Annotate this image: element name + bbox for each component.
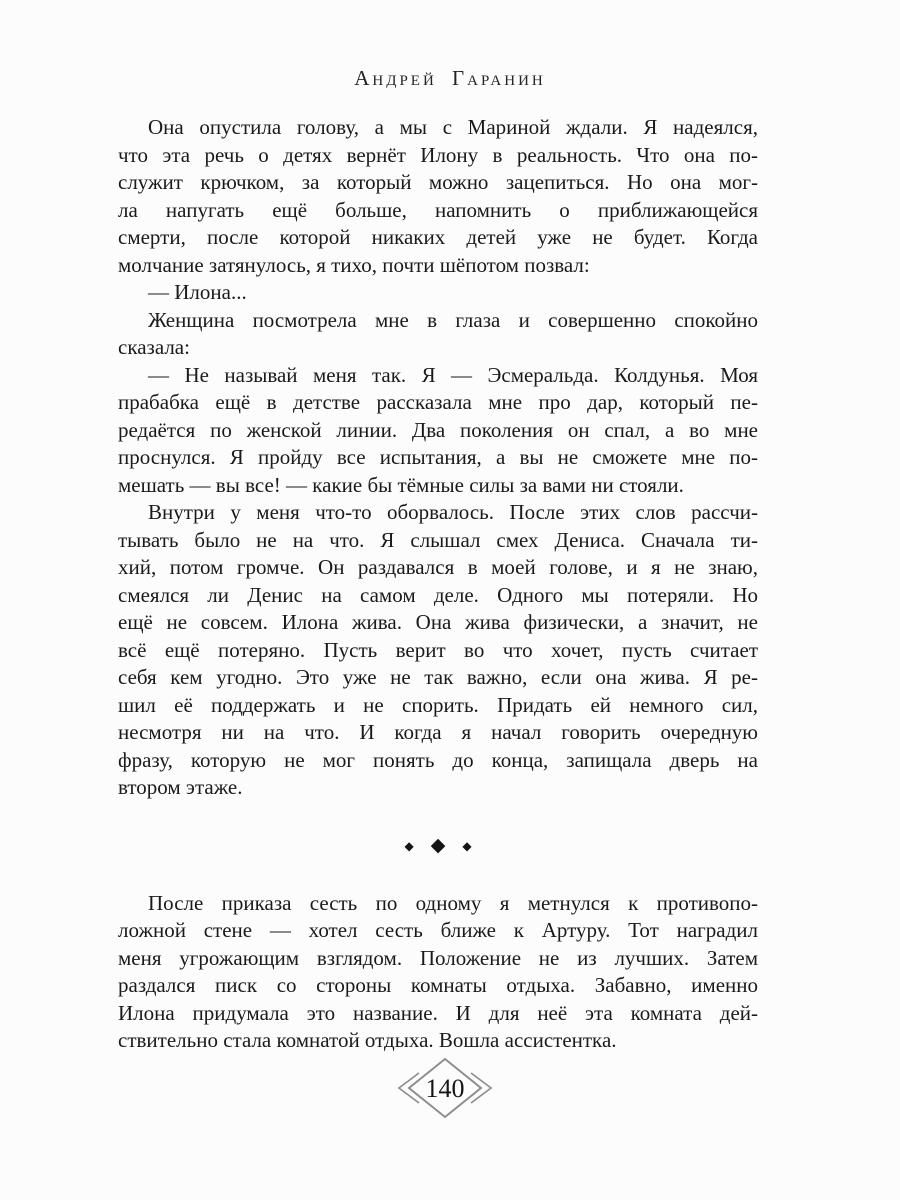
text-line: мешать — вы все! — какие бы тёмные силы за вами ни стояли.	[118, 472, 684, 497]
text-line: — Илона...	[148, 280, 247, 304]
diamond-icon: ◆	[404, 838, 414, 853]
text-line: раздался писк со стороны комнаты отдыха. Забавно, именно	[118, 973, 758, 997]
text-line: ла напугать ещё больше, напомнить о приближающейся	[118, 197, 758, 222]
text-line: ствительно стала комнатой отдыха. Вошла ассистентка.	[118, 1028, 617, 1052]
diamond-icon: ◆	[430, 834, 446, 856]
text-line: несмотря ни на что. И когда я начал говорить очередную	[118, 720, 758, 744]
text-line: тывать было не на что. Я слышал смех Дениса. Сначала ти-	[118, 527, 758, 552]
text-line: фразу, которую не мог понять до конца, запищала дверь на	[118, 747, 758, 772]
text-line: — Не называй меня так. Я — Эсмеральда. Колдунья. Моя	[148, 362, 758, 387]
text-line: меня угрожающим взглядом. Положение не из лучших. Затем	[118, 945, 758, 970]
text-line: сказала:	[118, 335, 190, 359]
text-line: редаётся по женской линии. Два поколения он спал, а во мне	[118, 417, 758, 442]
text-line: ещё не совсем. Илона жива. Она жива физически, а значит, не	[118, 610, 758, 634]
text-line: Женщина посмотрела мне в глаза и совершенно спокойно	[148, 307, 758, 332]
text-line: смеялся ли Денис на самом деле. Одного мы потеряли. Но	[118, 582, 758, 607]
section-divider	[118, 802, 758, 890]
text-line: шил её поддержать и не спорить. Придать ей немного сил,	[118, 692, 758, 717]
text-line: прабабка ещё в детстве рассказала мне про дар, который пе-	[118, 390, 758, 414]
text-line: проснулся. Я пройду все испытания, а вы не сможете мне по-	[118, 445, 758, 469]
text-line: служит крючком, за который можно зацепиться. Но она мог-	[118, 170, 758, 194]
text-line: хий, потом громче. Он раздавался в моей голове, и я не знаю,	[118, 555, 758, 579]
page-number-ornament	[389, 1054, 501, 1124]
page-number: 140	[425, 1074, 465, 1103]
text-line: Илона придумала это название. И для неё эта комната дей-	[118, 1000, 758, 1025]
text-line: Внутри у меня что-то оборвалось. После этих слов рассчи-	[148, 500, 758, 524]
text-line: Она опустила голову, а мы с Мариной ждали. Я надеялся,	[148, 115, 758, 139]
text-line: смерти, после которой никаких детей уже не будет. Когда	[118, 225, 758, 249]
text-line: ложной стене — хотел сесть ближе к Артуру. Тот наградил	[118, 918, 758, 942]
diamond-icon: ◆	[462, 838, 472, 853]
text-line: что эта речь о детях вернёт Илону в реальность. Что она по-	[118, 142, 758, 167]
text-line: всё ещё потеряно. Пусть верит во что хочет, пусть считает	[118, 637, 758, 662]
running-header-author: Андрей Гаранин	[354, 66, 546, 90]
text-line: втором этаже.	[118, 775, 243, 799]
text-line: молчание затянулось, я тихо, почти шёпотом позвал:	[118, 252, 590, 277]
text-line: себя кем угодно. Это уже не так важно, если она жива. Я ре-	[118, 665, 758, 689]
body-text	[118, 114, 758, 1055]
text-line: После приказа сесть по одному я метнулся к противопо-	[148, 890, 758, 915]
